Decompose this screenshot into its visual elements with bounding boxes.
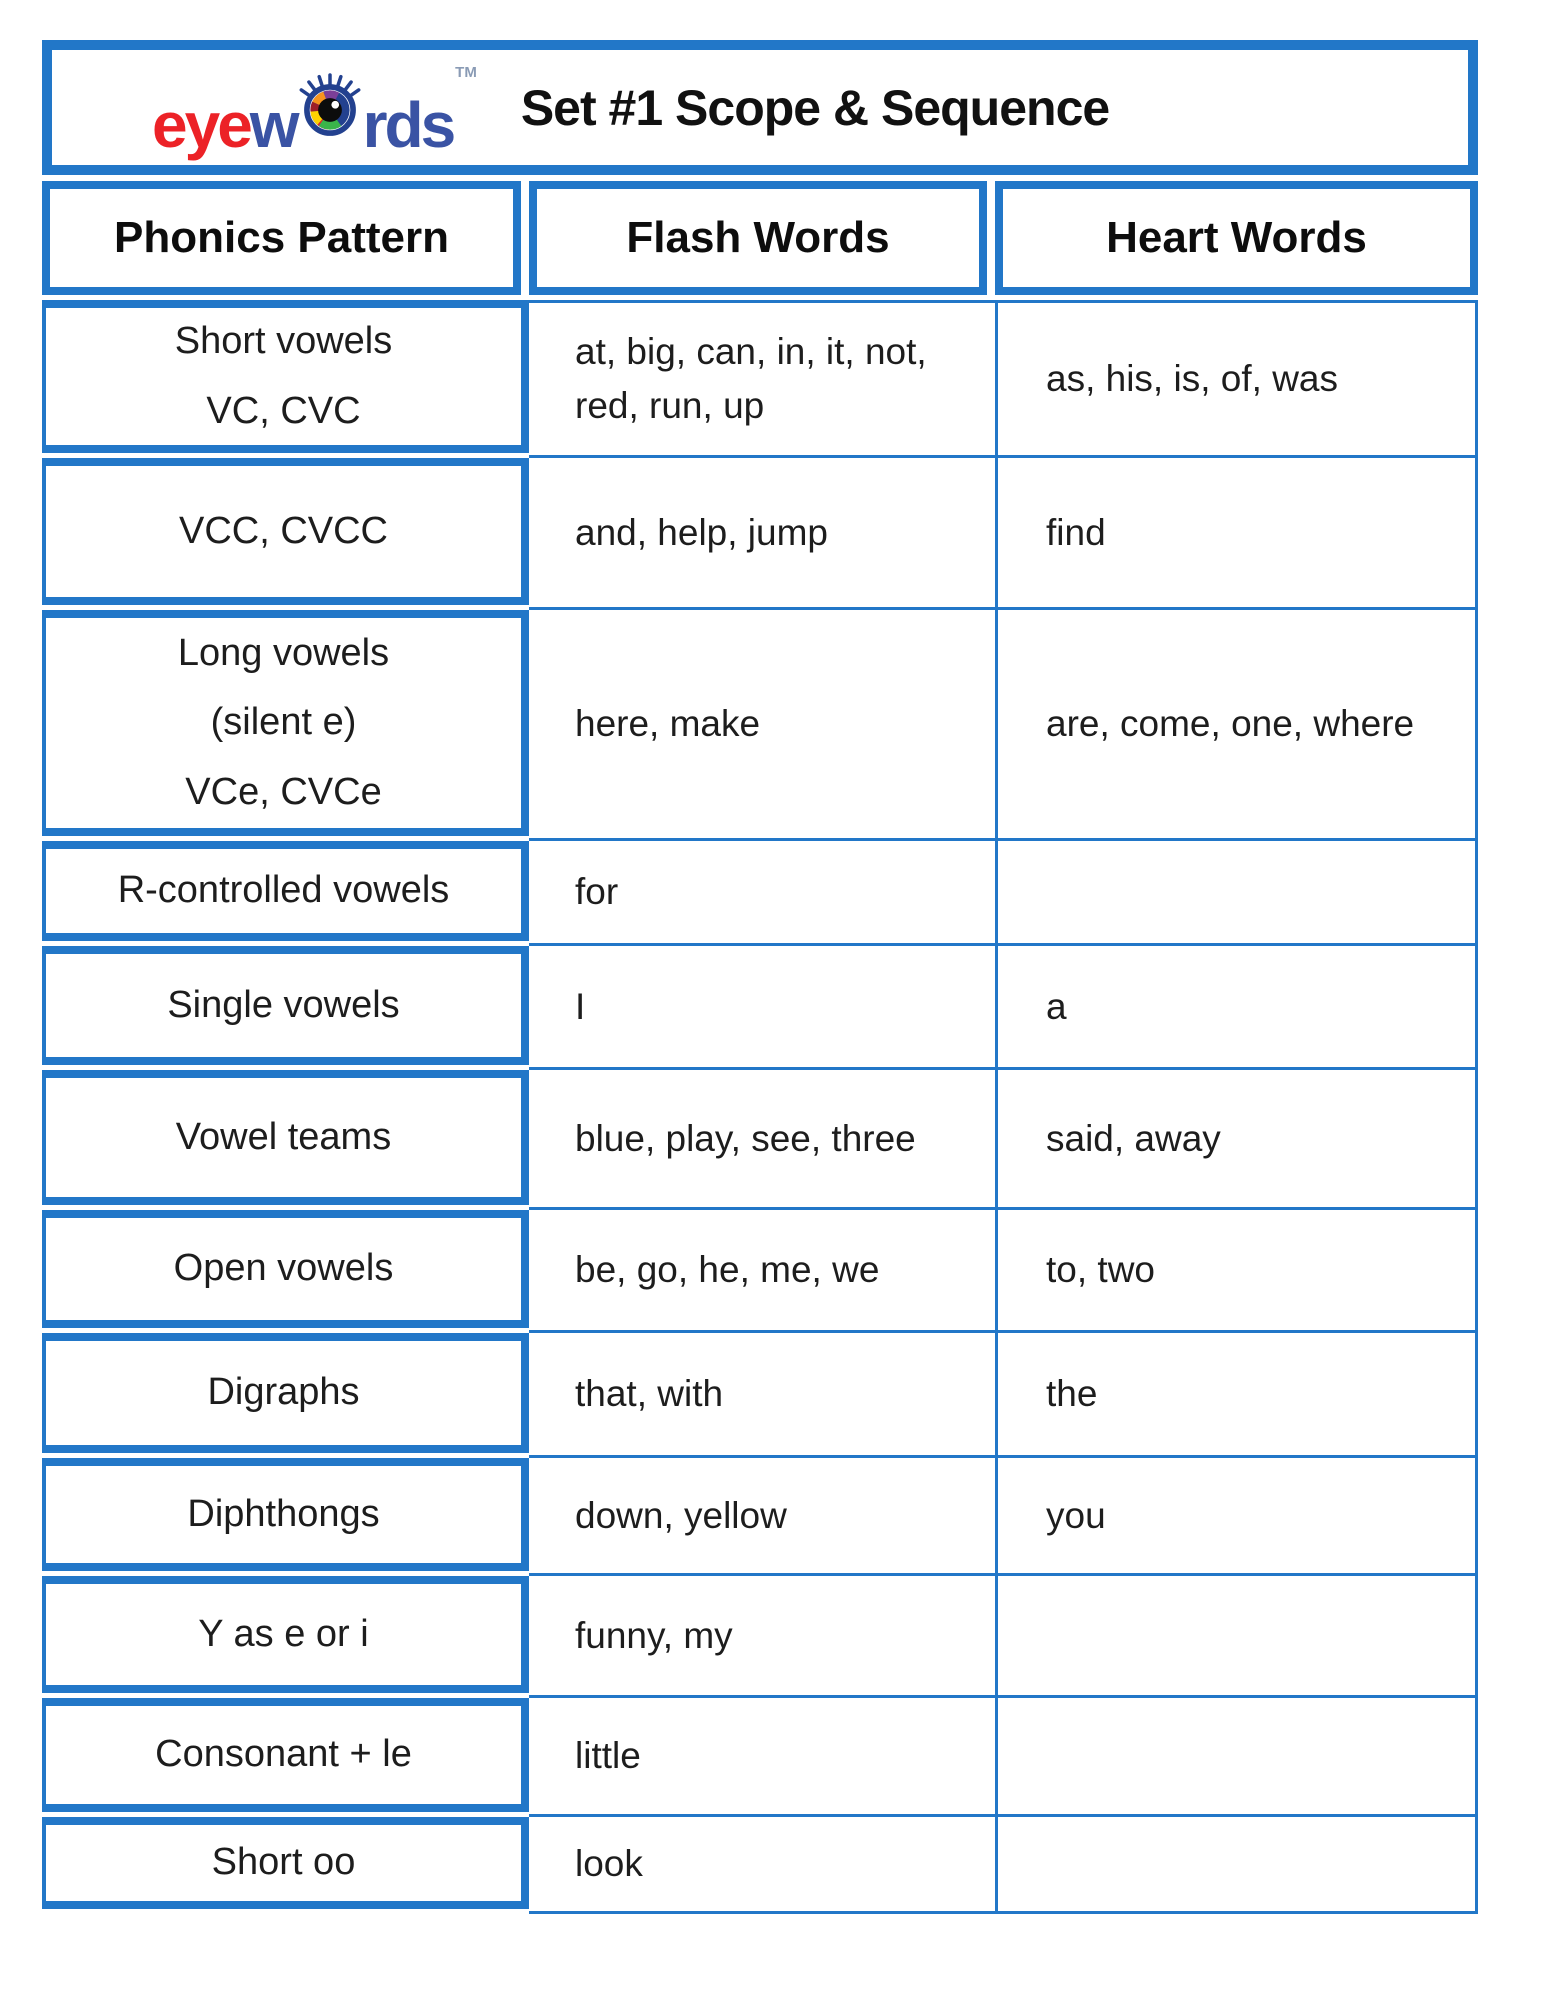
- table-row-8-pattern-cell: [42, 1333, 529, 1458]
- table-header-row: [42, 181, 1478, 295]
- pattern-line: Digraphs: [207, 1371, 360, 1414]
- logo-w-text: w: [249, 88, 297, 161]
- table-row-8-flash-cell: that, with: [529, 1333, 995, 1458]
- table-row-12-heart-cell: [995, 1817, 1478, 1914]
- trademark-symbol: TM: [455, 63, 477, 81]
- table-row-1-pattern-cell: [42, 300, 529, 458]
- table-row-5-pattern-cell: [42, 946, 529, 1070]
- page-title: Set #1 Scope & Sequence: [520, 79, 1110, 136]
- pattern-line: (silent e): [210, 701, 357, 744]
- table-row-9-pattern-cell: [42, 1458, 529, 1576]
- table-row-3-pattern-cell: [42, 610, 529, 841]
- scope-sequence-table: [42, 300, 1478, 1914]
- table-row-12-flash-cell: look: [529, 1817, 995, 1914]
- pattern-line: Diphthongs: [187, 1492, 380, 1535]
- table-row-4-heart-cell: [995, 841, 1478, 946]
- table-row-4-flash-cell: for: [529, 841, 995, 946]
- pattern-line: Long vowels: [177, 632, 390, 675]
- table-row-10-pattern-cell: [42, 1576, 529, 1698]
- logo-rds-text: rds: [362, 88, 454, 161]
- content: [42, 40, 1478, 1914]
- table-row-10-flash-cell: funny, my: [529, 1576, 995, 1698]
- table-row-5-heart-cell: a: [995, 946, 1478, 1070]
- pattern-line: Short oo: [211, 1841, 356, 1884]
- table-row-11-heart-cell: [995, 1698, 1478, 1817]
- table-row-2-heart-cell: find: [995, 458, 1478, 610]
- pattern-line: Single vowels: [167, 983, 400, 1026]
- table-row-11-flash-cell: little: [529, 1698, 995, 1817]
- column-header-heart-words: Heart Words: [995, 181, 1478, 295]
- table-row-2-flash-cell: and, help, jump: [529, 458, 995, 610]
- column-header-phonics-pattern: Phonics Pattern: [42, 181, 521, 295]
- table-row-1-flash-cell: at, big, can, in, it, not, red, run, up: [529, 300, 995, 458]
- table-row-12-pattern-cell: [42, 1817, 529, 1914]
- pattern-line: Y as e or i: [198, 1612, 369, 1655]
- table-row-7-pattern-cell: [42, 1210, 529, 1333]
- table-row-10-heart-cell: [995, 1576, 1478, 1698]
- pattern-line: Vowel teams: [175, 1115, 392, 1158]
- column-header-flash-words: Flash Words: [529, 181, 987, 295]
- table-row-11-pattern-cell: [42, 1698, 529, 1817]
- header-box: [42, 40, 1478, 175]
- table-row-6-pattern-cell: [42, 1070, 529, 1210]
- table-row-7-flash-cell: be, go, he, me, we: [529, 1210, 995, 1333]
- table-row-9-heart-cell: you: [995, 1458, 1478, 1576]
- pattern-line: Open vowels: [173, 1247, 394, 1290]
- table-row-6-heart-cell: said, away: [995, 1070, 1478, 1210]
- pattern-line: Short vowels: [174, 320, 393, 363]
- pattern-line: VCC, CVCC: [178, 509, 389, 552]
- table-row-1-heart-cell: as, his, is, of, was: [995, 300, 1478, 458]
- table-row-3-heart-cell: are, come, one, where: [995, 610, 1478, 841]
- table-row-5-flash-cell: I: [529, 946, 995, 1070]
- pattern-line: Consonant + le: [155, 1733, 412, 1776]
- table-row-3-flash-cell: here, make: [529, 610, 995, 841]
- pattern-line: VC, CVC: [206, 389, 361, 432]
- brand-logo: [152, 59, 477, 161]
- table-row-7-heart-cell: to, two: [995, 1210, 1478, 1333]
- table-row-6-flash-cell: blue, play, see, three: [529, 1070, 995, 1210]
- table-row-9-flash-cell: down, yellow: [529, 1458, 995, 1576]
- table-row-8-heart-cell: the: [995, 1333, 1478, 1458]
- pattern-line: VCe, CVCe: [185, 770, 382, 813]
- table-row-4-pattern-cell: [42, 841, 529, 946]
- table-row-2-pattern-cell: [42, 458, 529, 610]
- logo-eye-text: eye: [152, 88, 250, 161]
- pattern-line: R-controlled vowels: [117, 869, 450, 912]
- eyeball-icon: [295, 59, 365, 147]
